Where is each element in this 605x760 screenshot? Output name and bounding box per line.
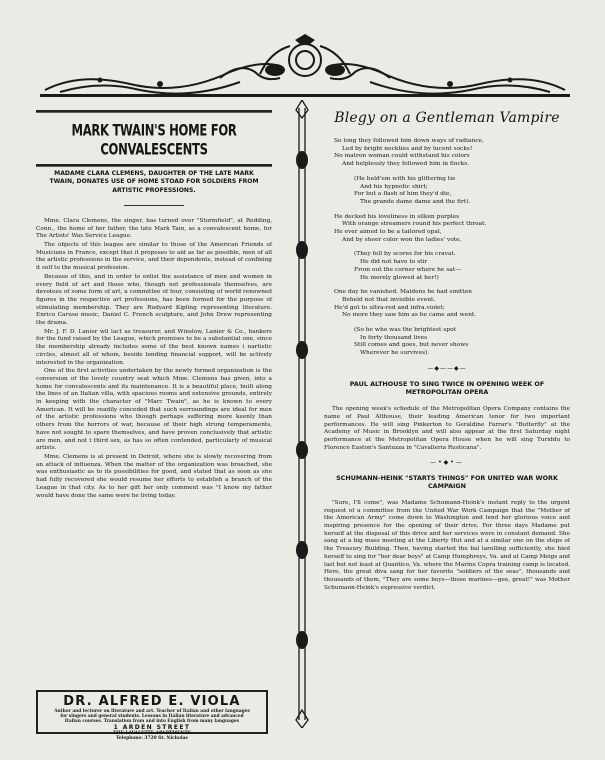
schumann-body [324, 500, 570, 592]
poem-stanza [334, 214, 570, 245]
paragraph: The objects of this league are similar to those of the American Friends of Musicians in France, except that it proposes to aid as far as possible, men of all the artistic professions in the service, and their dependents, instead of confining it solf to the musical profession. [36, 242, 272, 272]
ad-phone: Telephone: 3720 St. Nicholas [116, 736, 188, 741]
article-title: MARK TWAIN'S HOME FOR CONVALESCENTS [36, 110, 272, 167]
poem-line: And helplessly they followed him in flocks. [342, 161, 470, 168]
poem-line: With orange streamers round his perfect throat. [342, 221, 487, 228]
ad-desc: Author and lecturer on literature and art. Teacher of Italian and other languages [54, 709, 250, 714]
schumann-headline: SCHUMANN-HEINK "STARTS THINGS" FOR UNITED WAR WORK CAMPAIGN [336, 473, 558, 490]
poem-line: In forty thousand lives [360, 334, 428, 341]
right-column [324, 108, 570, 594]
poem-line: No more they saw him as he came and went. [342, 312, 477, 319]
divider [124, 205, 184, 206]
ad-desc: for singers and general students. Lessons in Italian literature and advanced [60, 714, 244, 719]
poem-line: He merely glowed at her!) [360, 274, 439, 281]
poem-line: He ever aimed to be a tailored opal, [334, 229, 442, 236]
article-dek: MADAME CLARA CLEMENS, DAUGHTER OF THE LATE MARK TWAIN, DONATES USE OF HOME STOAD FOR SOLDIERS FROM ARTISTIC PROFESSIONS. [49, 170, 259, 194]
poem-line: No matron woman could withstand his colors [334, 153, 470, 160]
ad-address: 1 ARDEN STREET [113, 724, 191, 731]
paragraph: One of the first activities undertaken by the newly formed organization is the conversion of the lovely country seat which Mme. Clemens has given, into a home for convalescents and its maintenance. It is a beautiful place, built along the lines of an Italian villa, with spacious rooms and extensive grounds, entirely in keeping with the character of "Marc Twain", as he is known to every American. It will be readily conceded that such surroundings are ideal for men of the artistic professions who though perhaps suffering more keenly than others from the horrors of war, because of their high strung temperaments, have not sought to spare themselves, and have proven conclusively that artistic are men, and not t third sex, as has so often contended, particularly of musical artists. [36, 368, 272, 452]
poem-stanza [334, 138, 570, 169]
poem-line: Wherever he survives). [360, 350, 430, 357]
althouse-body [324, 406, 570, 452]
poem-line: The grande dame dame and the firt). [360, 198, 471, 205]
ad-building: THE LAVALETTE APARTMENTS [113, 731, 191, 736]
poem-line: Still comes and goes, but never shows [354, 342, 469, 349]
paragraph: Mr. J. F. D. Lanier wil lact as treasurer, and Winslow, Lanier & Co., bankers for the fund raised by the League, which promises to be a substantial one, since the membership already includes some of the best known names i nartistic circles, almost all of whom, beside lending financial support, will be actively interested in the organization. [36, 328, 272, 366]
paragraph: The opening week's schedule of the Metropolitan Opera Company contains the name of Paul Althouse, their leading American tenor for two important performances. He will sing Pinkerton to Geraldine Farrar's "Butterfly" at the Academy of Music in Brooklyn and will also appear at the first Saturday night performance at the Metropolitan Opera House when he will sing Turiddu to Florence Easton's Santuzza in "Cavalleria Rusticana". [324, 406, 570, 451]
ornamental-header-icon [40, 32, 570, 102]
poem-line: One day he vanished. Maidens he had smitten [334, 289, 472, 296]
poem-line: He did not have to stir [360, 259, 428, 266]
paragraph: "Sure, I'll come", was Madame Schumann-Heink's instant reply to the urgent request of a committee from the United War Work Campaign that the "Mother of the American Army" come down to Washington and lend her glorious voice and inspiring presence for the opening of their drive. For three days Madame put herself at the disposal of this drive and her services were in constant demand. She sang at a big mass meeting at the Liberty Hut and at a similar one on the steps of the Treasury Building. Then, having started the bal larolling sufficiently, she hied herself to sing for "her dear boys" at Camp Humphreys, Va. and at Camp Meigs and last but not least at Quantico, Va. where the Marine Copra training camp is located. Here, the great diva sang for her favorite "soldiers of the seas", thousands and thousands of them, "They are some boys—those marines—gee, great!" was Mother Schumann-Heink's expressive verdict. [324, 499, 570, 591]
left-column [36, 108, 272, 501]
poem-stanza [334, 289, 570, 320]
ad-desc: Italian courses. Translation from and into English from many languages [64, 719, 240, 724]
poem-line: And by sheer color won the ladies' vote. [342, 236, 462, 243]
ad-name: DR. ALFRED E. VIOLA [63, 694, 241, 709]
paragraph: Mme. Clara Clemens, the singer, has turned over "Stormfield", at Redding, Conn., the home of her father, the late Mark Tain, as a convalescent home, for The Artists' Was Service League. [36, 217, 272, 240]
article-body [36, 218, 272, 500]
ornamental-rule-icon: —•◆•— [430, 458, 464, 466]
poem-line: From out the corner where he sat— [354, 266, 462, 273]
paragraph: Because of this, and in order to enlist the assistance of men and women in every field of art and those who, though not professionals themselves, are devotees of some form of art, a committee of four, consisting of world renowned figures in the respective art professions, has been formed for the purpose of stimulating membership. They are Rudyard Kipling representing literature. Enrico Caruso music, Daniel C. French sculpture, and John Drew representing the drama. [36, 273, 272, 327]
poem-line: He decked his loveliness in silken purples [334, 213, 460, 220]
althouse-headline: PAUL ALTHOUSE TO SING TWICE IN OPENING WEEK OF METROPOLITAN OPERA [349, 379, 545, 397]
poem-stanza [354, 327, 570, 358]
poem-line: (So he who was the brightest spot [354, 327, 456, 334]
poem-line: (They fell by scores for his cravat. [354, 251, 456, 258]
poem-line: So long they followed him down ways of radiance, [334, 138, 484, 144]
poem-stanza [354, 251, 570, 282]
poem-stanza [354, 176, 570, 207]
column-divider-icon [288, 100, 316, 728]
poem-line: For but a flash of him they'd die, [354, 191, 452, 198]
poem-title: Blegy on a Gentleman Vampire [334, 110, 560, 126]
poem-line: He'd got to ultra-red and infra.violet; [334, 304, 446, 311]
poem-line: (He held'em with his glittering tie [354, 175, 456, 182]
poem-line: Led by bright neckties and by lucent socks! [342, 145, 473, 152]
poem-line: Beheld not that invisible event. [342, 296, 436, 303]
paragraph: Mme. Clemens is at present in Detroit, where she is slowly recovering from an attack of influenza. When the matter of the organization was broached, she was enthusiastic as to its possibilities for good, and stated that as soon as she had fully recovered she would resume her efforts to establish a branch of the League in that city. As to her gift her only comment was "I know my father would have done the same were he living today. [36, 453, 272, 499]
advertisement-box [36, 690, 268, 741]
ornamental-rule-icon: —◆——◆— [427, 364, 467, 372]
poem-line: And his hypnotic shirt; [360, 183, 428, 190]
